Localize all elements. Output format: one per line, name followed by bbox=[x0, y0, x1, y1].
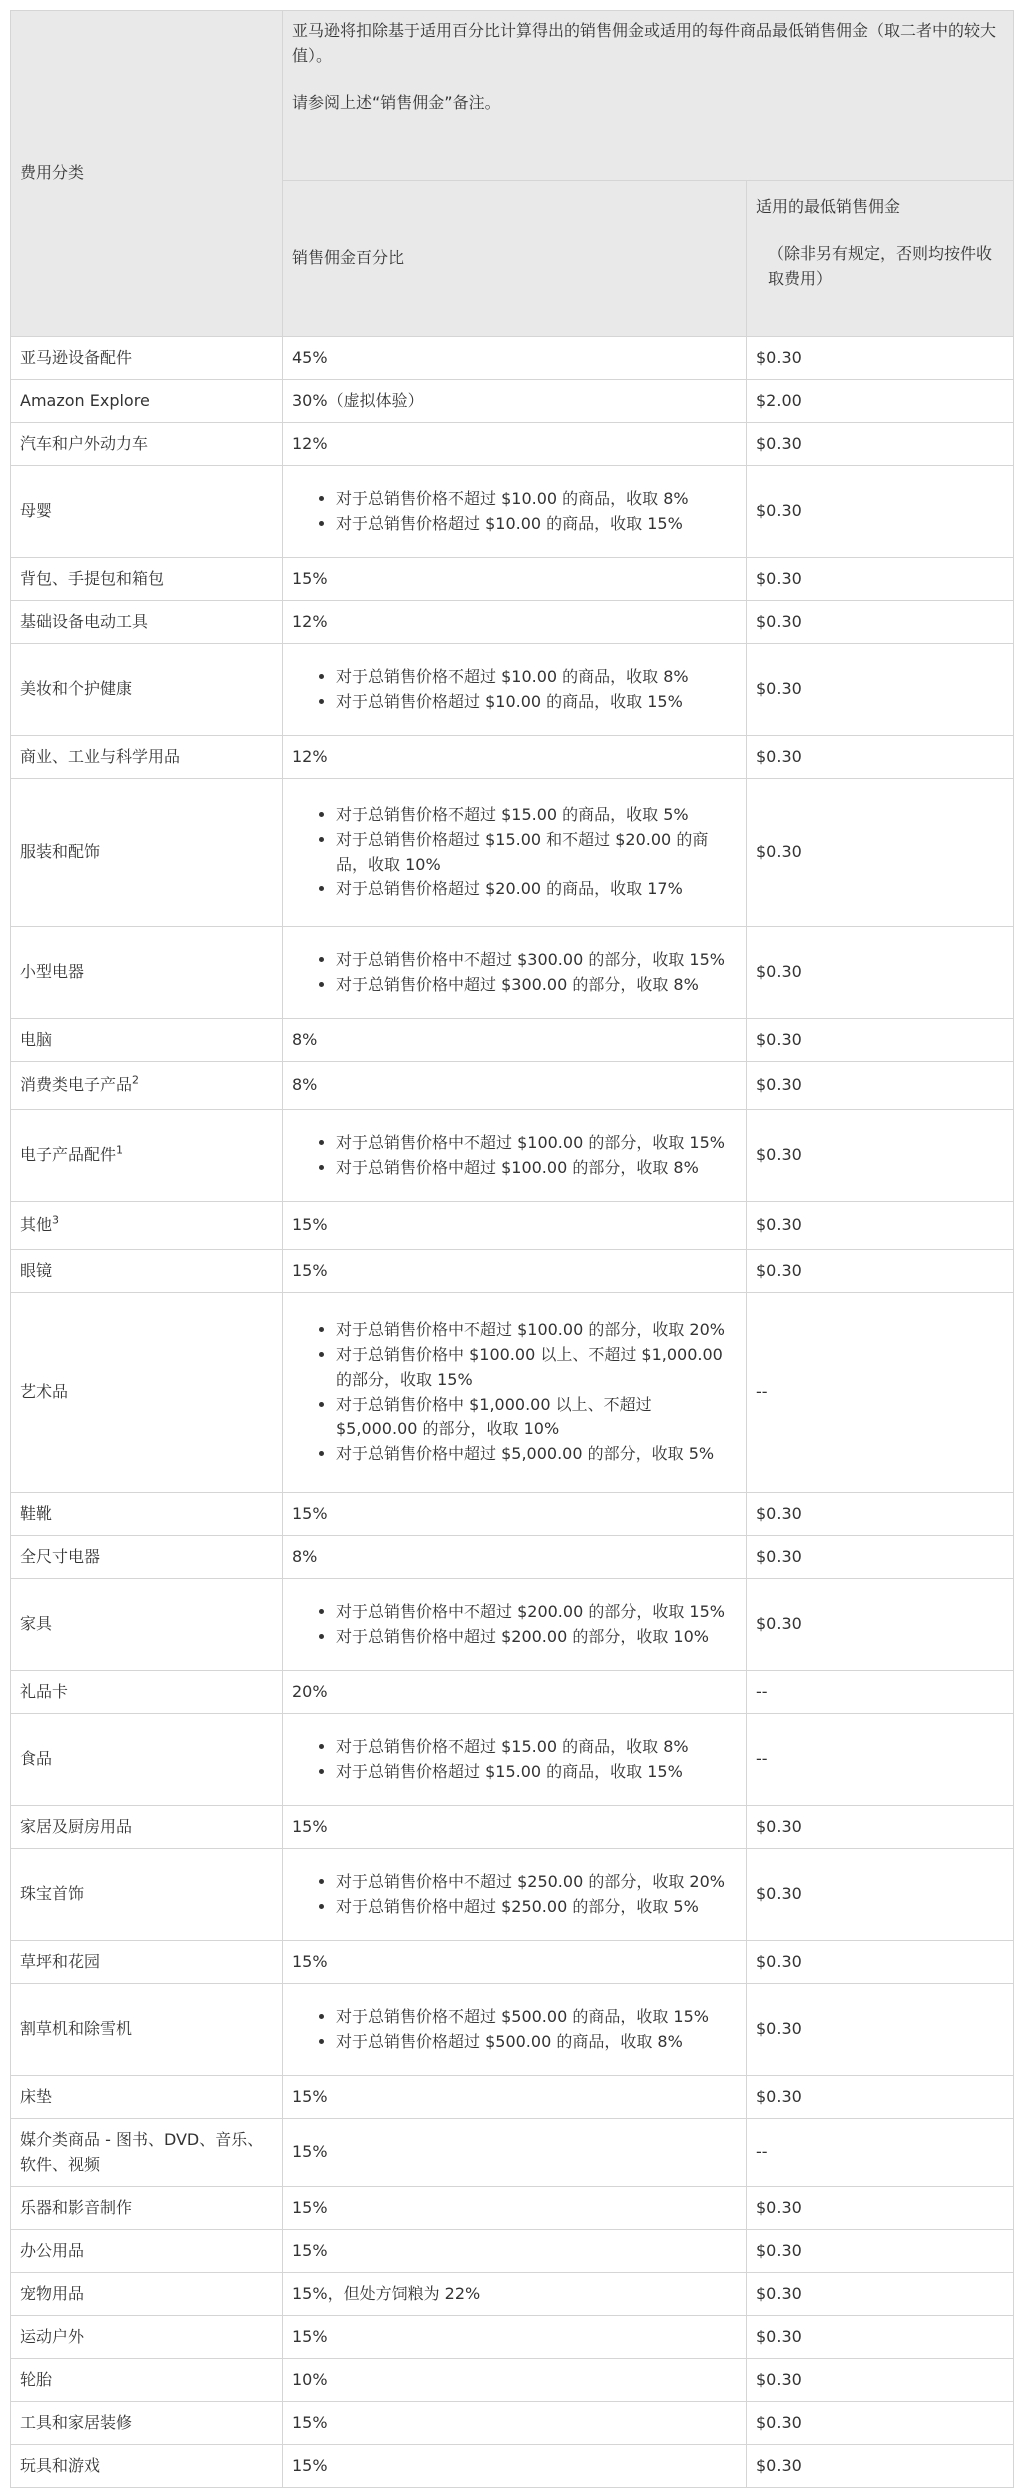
min-fee-cell bbox=[747, 1250, 1014, 1293]
percent-cell bbox=[283, 1714, 747, 1806]
min-fee-cell bbox=[747, 2359, 1014, 2402]
min-fee-value: $0.30 bbox=[756, 1546, 802, 1566]
min-fee-cell bbox=[747, 2273, 1014, 2316]
table-row bbox=[11, 736, 1014, 779]
percent-value: 8% bbox=[292, 1029, 318, 1049]
percent-value: 12% bbox=[292, 611, 328, 631]
min-fee-cell bbox=[747, 1849, 1014, 1941]
category-cell bbox=[11, 927, 283, 1019]
table-row bbox=[11, 466, 1014, 558]
min-fee-value: -- bbox=[756, 1749, 768, 1769]
category-cell bbox=[11, 1579, 283, 1671]
min-fee-cell bbox=[747, 2445, 1014, 2488]
category-cell bbox=[11, 1714, 283, 1806]
category-label: 基础设备电动工具 bbox=[20, 611, 149, 631]
min-fee-cell bbox=[747, 2076, 1014, 2119]
table-row bbox=[11, 927, 1014, 1019]
min-fee-value: $0.30 bbox=[756, 2455, 802, 2475]
percent-cell bbox=[283, 1493, 747, 1536]
percent-cell bbox=[283, 1250, 747, 1293]
min-fee-cell bbox=[747, 779, 1014, 927]
header-category: 费用分类 bbox=[11, 11, 283, 337]
percent-value: 15% bbox=[292, 2197, 328, 2217]
category-label: 商业、工业与科学用品 bbox=[20, 746, 181, 766]
min-fee-value: $0.30 bbox=[756, 1884, 802, 1904]
min-fee-cell bbox=[747, 1579, 1014, 1671]
table-row bbox=[11, 2273, 1014, 2316]
tier-item: • 对于总销售价格中超过 $200.00 的部分，收取 10% bbox=[336, 1625, 737, 1650]
min-fee-value: $0.30 bbox=[756, 1951, 802, 1971]
min-fee-cell bbox=[747, 2119, 1014, 2187]
tier-list bbox=[292, 948, 737, 998]
category-label: Amazon Explore bbox=[20, 390, 150, 410]
category-label: 电脑 bbox=[20, 1029, 53, 1049]
min-fee-cell bbox=[747, 337, 1014, 380]
min-fee-cell bbox=[747, 2230, 1014, 2273]
tier-list bbox=[292, 1735, 737, 1785]
category-cell bbox=[11, 1806, 283, 1849]
tier-item: • 对于总销售价格超过 $500.00 的商品，收取 8% bbox=[336, 2030, 737, 2055]
tier-item: • 对于总销售价格不超过 $10.00 的商品，收取 8% bbox=[336, 665, 737, 690]
percent-value: 10% bbox=[292, 2369, 328, 2389]
category-label: 服装和配饰 bbox=[20, 842, 101, 862]
min-fee-cell bbox=[747, 1536, 1014, 1579]
category-label: 礼品卡 bbox=[20, 1681, 69, 1701]
category-label: 家居及厨房用品 bbox=[20, 1816, 133, 1836]
tier-item: • 对于总销售价格超过 $10.00 的商品，收取 15% bbox=[336, 512, 737, 537]
tier-item: • 对于总销售价格不超过 $15.00 的商品，收取 5% bbox=[336, 803, 737, 828]
min-fee-value: $0.30 bbox=[756, 2086, 802, 2106]
table-row bbox=[11, 380, 1014, 423]
tier-item: • 对于总销售价格不超过 $10.00 的商品，收取 8% bbox=[336, 487, 737, 512]
min-fee-cell bbox=[747, 1110, 1014, 1202]
category-cell bbox=[11, 1941, 283, 1984]
header-note bbox=[283, 11, 1014, 181]
tier-item: • 对于总销售价格中 $100.00 以上、不超过 $1,000.00 的部分，收取 15% bbox=[336, 1343, 737, 1393]
tier-item: • 对于总销售价格不超过 $15.00 的商品，收取 8% bbox=[336, 1735, 737, 1760]
percent-value: 15% bbox=[292, 2412, 328, 2432]
table-row bbox=[11, 1941, 1014, 1984]
min-fee-cell bbox=[747, 2316, 1014, 2359]
table-row bbox=[11, 779, 1014, 927]
min-fee-value: -- bbox=[756, 1382, 768, 1402]
percent-cell bbox=[283, 644, 747, 736]
min-fee-value: $0.30 bbox=[756, 1075, 802, 1095]
category-label: 轮胎 bbox=[20, 2369, 53, 2389]
percent-cell bbox=[283, 2316, 747, 2359]
min-fee-cell bbox=[747, 1293, 1014, 1493]
table-row bbox=[11, 2445, 1014, 2488]
min-fee-value: $0.30 bbox=[756, 2240, 802, 2260]
category-cell bbox=[11, 2359, 283, 2402]
percent-cell bbox=[283, 380, 747, 423]
table-row bbox=[11, 2359, 1014, 2402]
tier-list bbox=[292, 2005, 737, 2055]
table-row bbox=[11, 2230, 1014, 2273]
category-cell bbox=[11, 2445, 283, 2488]
min-fee-cell bbox=[747, 1671, 1014, 1714]
tier-list bbox=[292, 1600, 737, 1650]
percent-cell bbox=[283, 2119, 747, 2187]
min-fee-value: $0.30 bbox=[756, 1145, 802, 1165]
min-fee-cell bbox=[747, 1806, 1014, 1849]
category-label: 消费类电子产品 bbox=[20, 1075, 133, 1095]
percent-value: 30%（虚拟体验） bbox=[292, 390, 424, 410]
percent-value: 20% bbox=[292, 1681, 328, 1701]
min-fee-value: $0.30 bbox=[756, 1503, 802, 1523]
min-fee-value: -- bbox=[756, 2142, 768, 2162]
percent-value: 15% bbox=[292, 1260, 328, 1280]
category-cell bbox=[11, 466, 283, 558]
category-cell bbox=[11, 1493, 283, 1536]
category-cell bbox=[11, 558, 283, 601]
footnote-marker: 1 bbox=[116, 1143, 124, 1157]
percent-value: 15% bbox=[292, 2326, 328, 2346]
category-label: 小型电器 bbox=[20, 962, 85, 982]
percent-cell bbox=[283, 1202, 747, 1250]
table-row bbox=[11, 1536, 1014, 1579]
category-label: 乐器和影音制作 bbox=[20, 2197, 133, 2217]
min-fee-value: $0.30 bbox=[756, 1029, 802, 1049]
min-fee-value: $0.30 bbox=[756, 2019, 802, 2039]
table-row bbox=[11, 644, 1014, 736]
min-fee-cell bbox=[747, 644, 1014, 736]
category-label: 其他 bbox=[20, 1215, 53, 1235]
percent-value: 15% bbox=[292, 2086, 328, 2106]
category-label: 媒介类商品 - 图书、DVD、音乐、软件、视频 bbox=[20, 2129, 264, 2174]
percent-cell bbox=[283, 1941, 747, 1984]
tier-item: • 对于总销售价格中超过 $250.00 的部分，收取 5% bbox=[336, 1895, 737, 1920]
percent-cell bbox=[283, 2187, 747, 2230]
referral-fee-table bbox=[10, 10, 1014, 2488]
percent-cell bbox=[283, 601, 747, 644]
min-fee-value: $0.30 bbox=[756, 1614, 802, 1634]
percent-value: 15% bbox=[292, 1816, 328, 1836]
category-cell bbox=[11, 423, 283, 466]
min-fee-cell bbox=[747, 380, 1014, 423]
category-cell bbox=[11, 736, 283, 779]
footnote-marker: 3 bbox=[52, 1213, 60, 1227]
tier-item: • 对于总销售价格中超过 $300.00 的部分，收取 8% bbox=[336, 973, 737, 998]
min-fee-value: $0.30 bbox=[756, 2283, 802, 2303]
percent-value: 15% bbox=[292, 2455, 328, 2475]
percent-value: 15% bbox=[292, 1951, 328, 1971]
table-row bbox=[11, 423, 1014, 466]
category-cell bbox=[11, 1671, 283, 1714]
percent-cell bbox=[283, 1062, 747, 1110]
header-note-line2: 请参阅上述“销售佣金”备注。 bbox=[292, 92, 501, 112]
category-cell bbox=[11, 1062, 283, 1110]
percent-cell bbox=[283, 2076, 747, 2119]
category-cell bbox=[11, 2230, 283, 2273]
table-row bbox=[11, 1202, 1014, 1250]
percent-value: 8% bbox=[292, 1546, 318, 1566]
category-cell bbox=[11, 779, 283, 927]
tier-item: • 对于总销售价格中不超过 $200.00 的部分，收取 15% bbox=[336, 1600, 737, 1625]
min-fee-cell bbox=[747, 1493, 1014, 1536]
table-row bbox=[11, 2076, 1014, 2119]
table-row bbox=[11, 2402, 1014, 2445]
category-cell bbox=[11, 1202, 283, 1250]
category-label: 眼镜 bbox=[20, 1260, 53, 1280]
table-row bbox=[11, 2119, 1014, 2187]
category-cell bbox=[11, 2119, 283, 2187]
percent-cell bbox=[283, 423, 747, 466]
category-label: 办公用品 bbox=[20, 2240, 85, 2260]
category-cell bbox=[11, 1536, 283, 1579]
percent-value: 15% bbox=[292, 1215, 328, 1235]
category-label: 珠宝首饰 bbox=[20, 1884, 85, 1904]
category-cell bbox=[11, 337, 283, 380]
min-fee-value: $0.30 bbox=[756, 501, 802, 521]
tier-item: • 对于总销售价格中 $1,000.00 以上、不超过 $5,000.00 的部分，收取 10% bbox=[336, 1393, 737, 1443]
min-fee-cell bbox=[747, 1019, 1014, 1062]
table-row bbox=[11, 1984, 1014, 2076]
min-fee-value: $0.30 bbox=[756, 1260, 802, 1280]
category-cell bbox=[11, 2076, 283, 2119]
tier-list bbox=[292, 803, 737, 902]
min-fee-cell bbox=[747, 1941, 1014, 1984]
percent-cell bbox=[283, 2273, 747, 2316]
percent-value: 8% bbox=[292, 1075, 318, 1095]
category-cell bbox=[11, 601, 283, 644]
tier-list bbox=[292, 1870, 737, 1920]
percent-value: 15% bbox=[292, 2142, 328, 2162]
tier-list bbox=[292, 665, 737, 715]
percent-cell bbox=[283, 466, 747, 558]
category-label: 全尺寸电器 bbox=[20, 1546, 101, 1566]
percent-cell bbox=[283, 2359, 747, 2402]
percent-cell bbox=[283, 1110, 747, 1202]
percent-cell bbox=[283, 736, 747, 779]
category-label: 母婴 bbox=[20, 501, 53, 521]
min-fee-value: $0.30 bbox=[756, 568, 802, 588]
percent-value: 15%，但处方饲粮为 22% bbox=[292, 2283, 481, 2303]
min-fee-cell bbox=[747, 736, 1014, 779]
table-row bbox=[11, 2316, 1014, 2359]
table-row bbox=[11, 601, 1014, 644]
table-row bbox=[11, 1019, 1014, 1062]
header-min-fee bbox=[747, 181, 1014, 337]
tier-item: • 对于总销售价格不超过 $500.00 的商品，收取 15% bbox=[336, 2005, 737, 2030]
min-fee-cell bbox=[747, 1984, 1014, 2076]
percent-cell bbox=[283, 2402, 747, 2445]
percent-cell bbox=[283, 337, 747, 380]
min-fee-value: $0.30 bbox=[756, 1816, 802, 1836]
percent-cell bbox=[283, 1293, 747, 1493]
tier-item: • 对于总销售价格超过 $15.00 和不超过 $20.00 的商品，收取 10% bbox=[336, 828, 737, 878]
category-cell bbox=[11, 1849, 283, 1941]
category-cell bbox=[11, 2187, 283, 2230]
category-cell bbox=[11, 1984, 283, 2076]
table-row bbox=[11, 2187, 1014, 2230]
tier-item: • 对于总销售价格中不超过 $250.00 的部分，收取 20% bbox=[336, 1870, 737, 1895]
header-min-sub: （除非另有规定，否则均按件收取费用） bbox=[768, 243, 993, 288]
min-fee-value: $0.30 bbox=[756, 433, 802, 453]
percent-value: 15% bbox=[292, 1503, 328, 1523]
header-min-label: 适用的最低销售佣金 bbox=[756, 197, 901, 216]
category-label: 背包、手提包和箱包 bbox=[20, 568, 165, 588]
min-fee-value: $0.30 bbox=[756, 842, 802, 862]
percent-value: 12% bbox=[292, 433, 328, 453]
table-row bbox=[11, 1062, 1014, 1110]
tier-item: • 对于总销售价格超过 $15.00 的商品，收取 15% bbox=[336, 1760, 737, 1785]
tier-item: • 对于总销售价格中不超过 $100.00 的部分，收取 20% bbox=[336, 1318, 737, 1343]
category-label: 鞋靴 bbox=[20, 1503, 53, 1523]
table-row bbox=[11, 1849, 1014, 1941]
table-body bbox=[11, 337, 1014, 2488]
tier-list bbox=[292, 1318, 737, 1467]
category-label: 美妆和个护健康 bbox=[20, 679, 133, 699]
category-cell bbox=[11, 2402, 283, 2445]
category-label: 家具 bbox=[20, 1614, 53, 1634]
min-fee-cell bbox=[747, 423, 1014, 466]
min-fee-value: $0.30 bbox=[756, 679, 802, 699]
min-fee-value: $0.30 bbox=[756, 2412, 802, 2432]
percent-cell bbox=[283, 1984, 747, 2076]
table-row bbox=[11, 337, 1014, 380]
min-fee-value: $2.00 bbox=[756, 390, 802, 410]
table-row bbox=[11, 1250, 1014, 1293]
table-row bbox=[11, 1293, 1014, 1493]
category-label: 食品 bbox=[20, 1749, 53, 1769]
tier-item: • 对于总销售价格中超过 $100.00 的部分，收取 8% bbox=[336, 1156, 737, 1181]
min-fee-value: -- bbox=[756, 1681, 768, 1701]
tier-item: • 对于总销售价格中不超过 $100.00 的部分，收取 15% bbox=[336, 1131, 737, 1156]
min-fee-cell bbox=[747, 1202, 1014, 1250]
percent-cell bbox=[283, 558, 747, 601]
percent-cell bbox=[283, 1019, 747, 1062]
percent-cell bbox=[283, 2445, 747, 2488]
table-row bbox=[11, 1493, 1014, 1536]
percent-value: 15% bbox=[292, 568, 328, 588]
category-cell bbox=[11, 2316, 283, 2359]
category-label: 玩具和游戏 bbox=[20, 2455, 101, 2475]
category-label: 床垫 bbox=[20, 2086, 53, 2106]
percent-cell bbox=[283, 2230, 747, 2273]
tier-list bbox=[292, 487, 737, 537]
header-percent: 销售佣金百分比 bbox=[283, 181, 747, 337]
table-row bbox=[11, 1806, 1014, 1849]
percent-cell bbox=[283, 1671, 747, 1714]
min-fee-value: $0.30 bbox=[756, 746, 802, 766]
table-row bbox=[11, 1579, 1014, 1671]
category-cell bbox=[11, 1110, 283, 1202]
min-fee-value: $0.30 bbox=[756, 347, 802, 367]
min-fee-cell bbox=[747, 601, 1014, 644]
tier-item: • 对于总销售价格超过 $20.00 的商品，收取 17% bbox=[336, 877, 737, 902]
percent-value: 15% bbox=[292, 2240, 328, 2260]
min-fee-cell bbox=[747, 466, 1014, 558]
min-fee-cell bbox=[747, 927, 1014, 1019]
table-header bbox=[11, 11, 1014, 337]
tier-item: • 对于总销售价格超过 $10.00 的商品，收取 15% bbox=[336, 690, 737, 715]
tier-item: • 对于总销售价格中超过 $5,000.00 的部分，收取 5% bbox=[336, 1442, 737, 1467]
category-cell bbox=[11, 2273, 283, 2316]
percent-cell bbox=[283, 1849, 747, 1941]
min-fee-value: $0.30 bbox=[756, 1215, 802, 1235]
table-row bbox=[11, 1110, 1014, 1202]
category-label: 电子产品配件 bbox=[20, 1145, 117, 1165]
percent-value: 12% bbox=[292, 746, 328, 766]
category-cell bbox=[11, 1293, 283, 1493]
percent-cell bbox=[283, 779, 747, 927]
category-cell bbox=[11, 1019, 283, 1062]
category-label: 草坪和花园 bbox=[20, 1951, 101, 1971]
min-fee-value: $0.30 bbox=[756, 962, 802, 982]
category-label: 割草机和除雪机 bbox=[20, 2019, 133, 2039]
category-label: 宠物用品 bbox=[20, 2283, 85, 2303]
min-fee-value: $0.30 bbox=[756, 2369, 802, 2389]
min-fee-value: $0.30 bbox=[756, 2197, 802, 2217]
header-note-line1: 亚马逊将扣除基于适用百分比计算得出的销售佣金或适用的每件商品最低销售佣金（取二者中的较大值）。 bbox=[292, 21, 997, 65]
percent-cell bbox=[283, 1536, 747, 1579]
category-label: 亚马逊设备配件 bbox=[20, 347, 133, 367]
tier-list bbox=[292, 1131, 737, 1181]
category-cell bbox=[11, 644, 283, 736]
category-label: 艺术品 bbox=[20, 1382, 69, 1402]
percent-cell bbox=[283, 1579, 747, 1671]
tier-item: • 对于总销售价格中不超过 $300.00 的部分，收取 15% bbox=[336, 948, 737, 973]
header-row-1 bbox=[11, 11, 1014, 181]
table-row bbox=[11, 558, 1014, 601]
percent-cell bbox=[283, 927, 747, 1019]
category-cell bbox=[11, 1250, 283, 1293]
category-cell bbox=[11, 380, 283, 423]
table-row bbox=[11, 1671, 1014, 1714]
category-label: 汽车和户外动力车 bbox=[20, 433, 149, 453]
table-row bbox=[11, 1714, 1014, 1806]
min-fee-value: $0.30 bbox=[756, 611, 802, 631]
category-label: 运动户外 bbox=[20, 2326, 85, 2346]
footnote-marker: 2 bbox=[132, 1073, 140, 1087]
min-fee-cell bbox=[747, 2187, 1014, 2230]
percent-value: 45% bbox=[292, 347, 328, 367]
min-fee-cell bbox=[747, 1062, 1014, 1110]
min-fee-cell bbox=[747, 1714, 1014, 1806]
min-fee-cell bbox=[747, 558, 1014, 601]
min-fee-cell bbox=[747, 2402, 1014, 2445]
category-label: 工具和家居装修 bbox=[20, 2412, 133, 2432]
percent-cell bbox=[283, 1806, 747, 1849]
min-fee-value: $0.30 bbox=[756, 2326, 802, 2346]
